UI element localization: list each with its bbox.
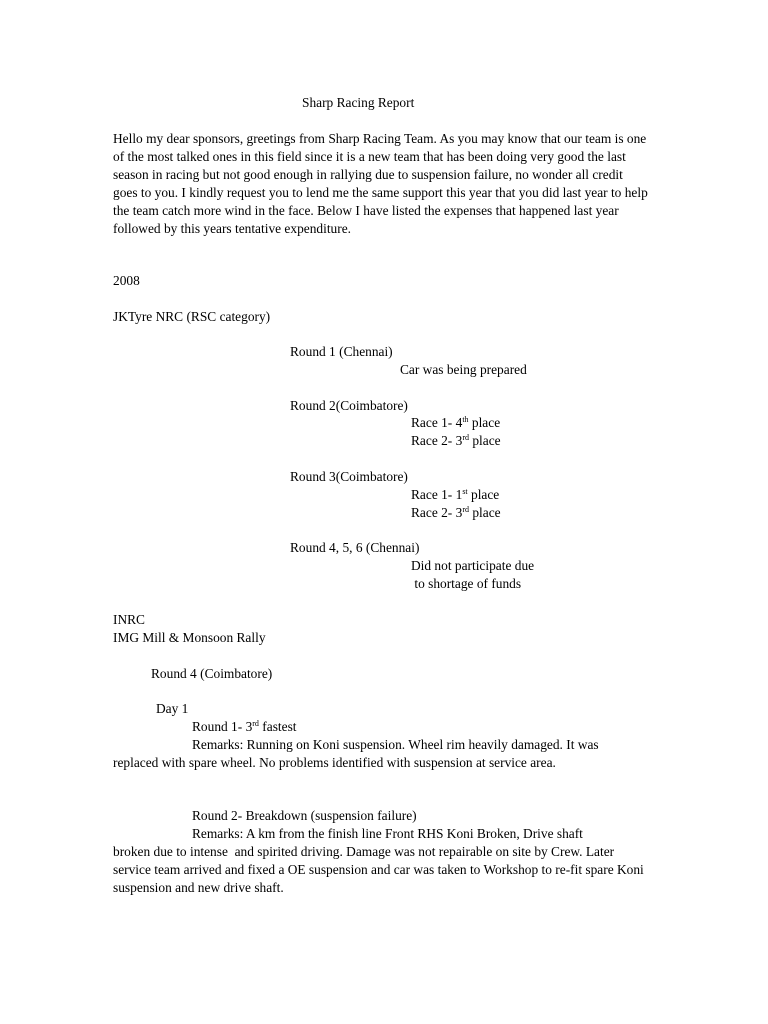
inrc-stage-2-title: Round 2- Breakdown (suspension failure) [192,808,417,823]
year-heading: 2008 [113,273,140,288]
inrc-heading: INRC [113,612,145,627]
inrc-stage-2-remark-continued: broken due to intense and spirited driving. Damage was not repairable on site by Crew. Later service team arrived and fixed a OE suspension and car was taken to Workshop to re-fit spare Koni suspension and new drive shaft. [113,844,648,895]
nrc-round-3-title: Round 3(Coimbatore) [290,469,408,484]
inrc-stage-1-remark: Remarks: Running on Koni suspension. Wheel rim heavily damaged. It was [192,737,599,752]
nrc-round-456-title: Round 4, 5, 6 (Chennai) [290,540,420,555]
nrc-round-2-race-1: Race 1- 4th place [411,415,501,430]
inrc-stage-1-title: Round 1- 3rd fastest [192,719,297,734]
nrc-round-2-race-2: Race 2- 3rd place [411,433,501,448]
nrc-round-1-title: Round 1 (Chennai) [290,344,393,359]
nrc-round-1-note: Car was being prepared [400,362,527,377]
inrc-event: IMG Mill & Monsoon Rally [113,630,266,645]
document-title: Sharp Racing Report [302,95,415,110]
inrc-day-heading: Day 1 [156,701,189,716]
inrc-round-title: Round 4 (Coimbatore) [151,666,273,681]
nrc-round-3-race-1: Race 1- 1st place [411,487,500,502]
inrc-stage-1-remark-continued: replaced with spare wheel. No problems identified with suspension at service area. [113,755,556,770]
nrc-round-456-note-1: Did not participate due [411,558,535,573]
nrc-round-3-race-2: Race 2- 3rd place [411,505,501,520]
inrc-stage-2-remark: Remarks: A km from the finish line Front RHS Koni Broken, Drive shaft [192,826,583,841]
intro-paragraph: Hello my dear sponsors, greetings from Sharp Racing Team. As you may know that our team is one of the most talked ones in this field since it is a new team that has been doing very good the last season in racing but not good enough in rallying due to suspension failure, no wonder all credit goes to you. I kindly request you to lend me the same support this year that you did last year to help the team catch more wind in the face. Below I have listed the expenses that happened last year followed by this years tentative expenditure. [113,131,648,236]
nrc-round-2-title: Round 2(Coimbatore) [290,398,408,413]
nrc-round-456-note-2: to shortage of funds [411,576,522,591]
nrc-heading: JKTyre NRC (RSC category) [113,309,271,324]
